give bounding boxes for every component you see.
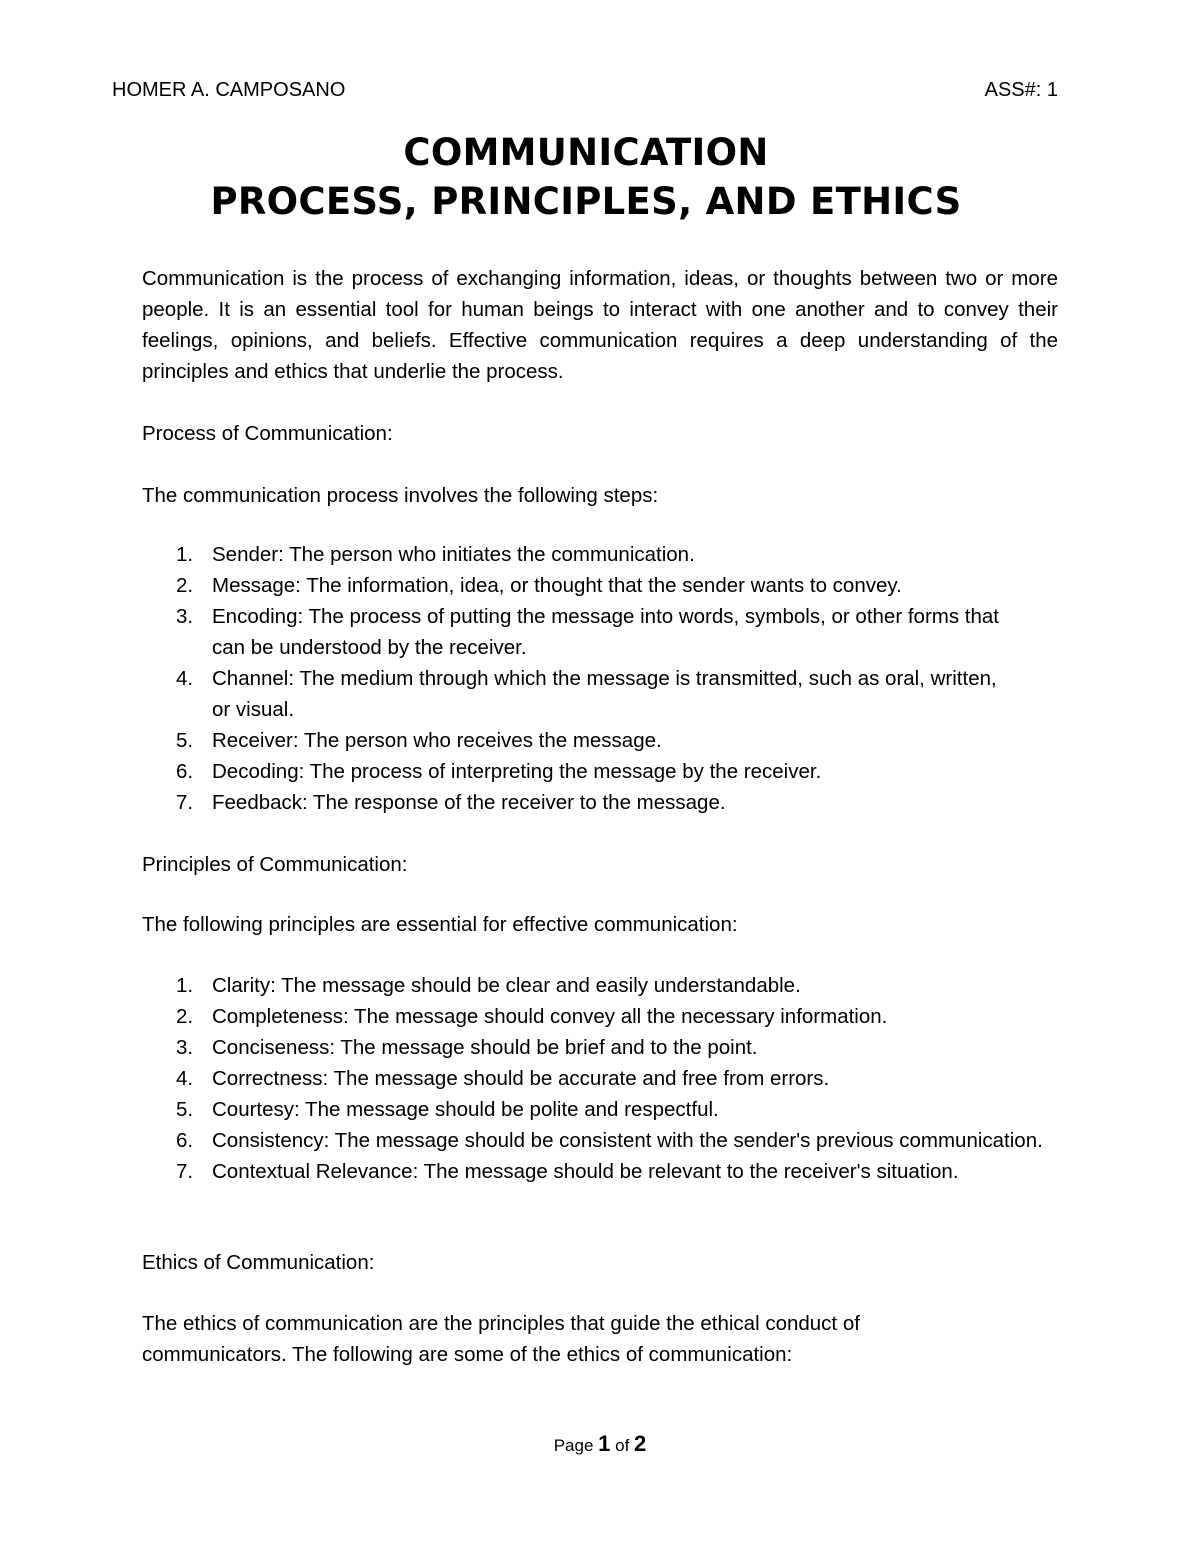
list-number: 4. [176,667,194,690]
list-item [142,1032,1062,1063]
list-item [142,1063,1062,1094]
list-number: 1. [176,974,194,997]
list-item-text: Clarity: The message should be clear and easily understandable. [212,974,801,997]
ethics-lead: The ethics of communication are the principles that guide the ethical conduct of communicators. The following are some of the ethics of communication: [142,1312,860,1366]
list-item [142,756,1062,787]
list-number: 7. [176,791,194,814]
list-item-text: Conciseness: The message should be brief and to the point. [212,1036,758,1059]
list-item [142,1156,1062,1187]
list-item [142,725,1062,756]
assignment-number: ASS#: 1 [984,79,1058,101]
list-item-text: Contextual Relevance: The message should be relevant to the receiver's situation. [212,1160,959,1183]
list-item [142,601,1012,663]
list-item-text: Receiver: The person who receives the message. [212,729,662,752]
list-item [142,663,1012,725]
document-subtitle: PROCESS, PRINCIPLES, AND ETHICS [210,180,962,223]
total-pages-number: 2 [634,1431,647,1456]
list-number: 5. [176,1098,194,1121]
list-number: 4. [176,1067,194,1090]
list-item-text: Feedback: The response of the receiver to the message. [212,791,726,814]
list-item [142,787,1062,818]
list-number: 3. [176,605,194,628]
document-title: COMMUNICATION [403,131,769,174]
list-item [142,539,1062,570]
principles-lead: The following principles are essential for effective communication: [142,913,738,936]
list-item [142,1094,1062,1125]
principles-heading: Principles of Communication: [142,853,408,876]
process-steps-list [142,539,1062,818]
list-item [142,1125,1072,1156]
list-item-text: Encoding: The process of putting the message into words, symbols, or other forms that can be understood by the receiver. [212,605,999,659]
list-number: 6. [176,1129,194,1152]
list-item-text: Channel: The medium through which the message is transmitted, such as oral, written, or visual. [212,667,997,721]
list-item-text: Message: The information, idea, or thought that the sender wants to convey. [212,574,902,597]
process-lead: The communication process involves the following steps: [142,484,659,507]
list-number: 7. [176,1160,194,1183]
list-item-text: Decoding: The process of interpreting the message by the receiver. [212,760,822,783]
author-name: HOMER A. CAMPOSANO [112,79,346,101]
list-item [142,1001,1062,1032]
current-page-number: 1 [598,1431,611,1456]
list-item [142,970,1062,1001]
list-number: 6. [176,760,194,783]
list-item-text: Correctness: The message should be accurate and free from errors. [212,1067,830,1090]
page-footer [0,1431,1200,1457]
ethics-heading: Ethics of Communication: [142,1251,375,1274]
page-label: Page [553,1436,594,1455]
list-number: 2. [176,1005,194,1028]
list-number: 3. [176,1036,194,1059]
list-number: 1. [176,543,194,566]
list-item-text: Sender: The person who initiates the communication. [212,543,695,566]
principles-list [142,970,1062,1187]
list-number: 5. [176,729,194,752]
list-item-text: Consistency: The message should be consistent with the sender's previous communication. [212,1129,1043,1152]
list-item-text: Completeness: The message should convey all the necessary information. [212,1005,888,1028]
intro-paragraph: Communication is the process of exchanging information, ideas, or thoughts between two or more people. It is an essential tool for human beings to interact with one another and to convey their feelings, opinions, and beliefs. Effective communication requires a deep understanding of the principles and ethics that underlie the process. [142,267,1058,383]
of-label: of [615,1436,630,1455]
list-item [142,570,1062,601]
list-number: 2. [176,574,194,597]
list-item-text: Courtesy: The message should be polite and respectful. [212,1098,719,1121]
process-heading: Process of Communication: [142,422,393,445]
